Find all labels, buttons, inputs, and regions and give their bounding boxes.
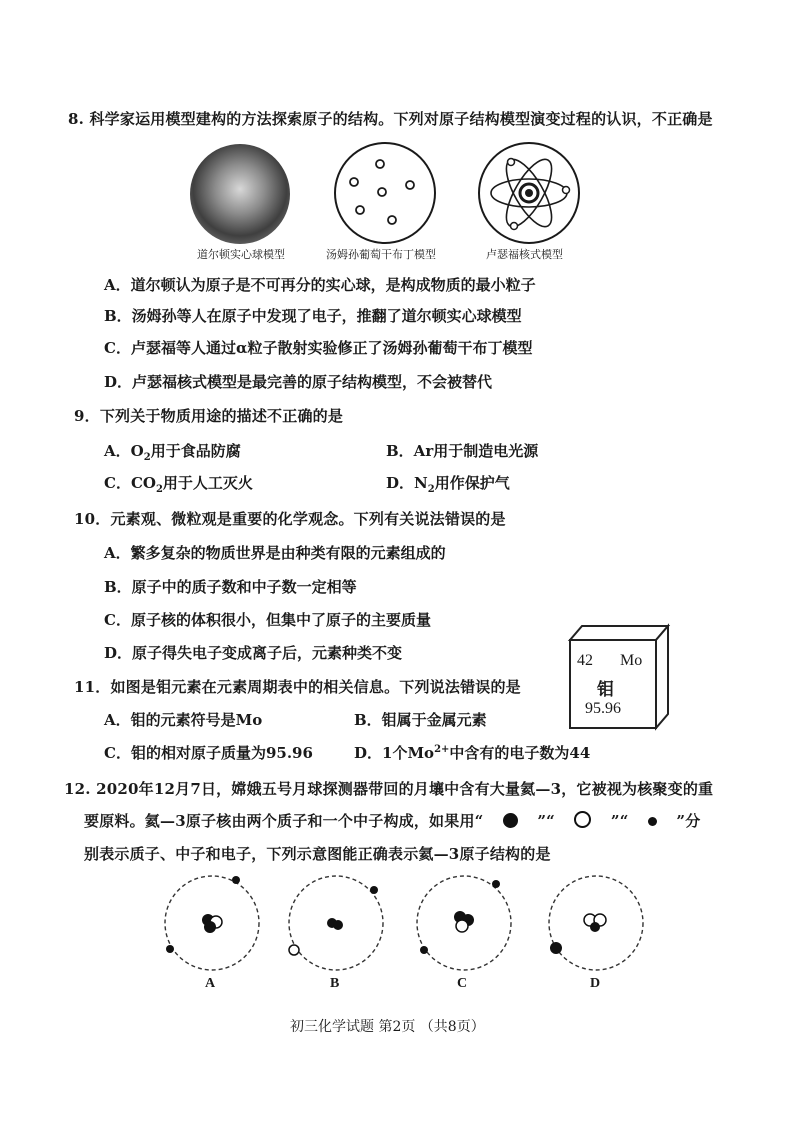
atom-diagram-a	[158, 872, 266, 974]
q8-option-c: C．卢瑟福等人通过α粒子散射实验修正了汤姆孙葡萄干布丁模型	[104, 339, 533, 357]
atom-diagram-d	[542, 872, 650, 974]
q11-option-b: B．钼属于金属元素	[354, 711, 487, 729]
q12-line1: 12. 2020年12月7日，嫦娥五号月球探测器带回的月壤中含有大量氦—3，它被视为核聚变的重	[64, 780, 714, 798]
element-symbol: Mo	[620, 652, 643, 669]
q9-stem: 9．下列关于物质用途的描述不正确的是	[74, 407, 344, 425]
q10-option-a: A．繁多复杂的物质世界是由种类有限的元素组成的	[104, 544, 446, 562]
q10-option-b: B．原子中的质子数和中子数一定相等	[104, 578, 357, 596]
dalton-model-image	[188, 142, 292, 246]
q9-option-d: D．$N_2$用作保护气	[386, 474, 510, 495]
neutron-symbol-icon	[574, 811, 591, 828]
atom-label-a: A	[205, 976, 216, 991]
q8-option-b: B．汤姆孙等人在原子中发现了电子，推翻了道尔顿实心球模型	[104, 307, 522, 325]
q11-stem: 11．如图是钼元素在元素周期表中的相关信息。下列说法错误的是	[74, 678, 521, 696]
q11-option-c: C．钼的相对原子质量为95.96	[104, 744, 313, 762]
rutherford-model-caption: 卢瑟福核式模型	[486, 248, 563, 261]
q8-stem: 8. 科学家运用模型建构的方法探索原子的结构。下列对原子结构模型演变过程的认识，不正确是	[68, 110, 713, 128]
q10-option-c: C．原子核的体积很小，但集中了原子的主要质量	[104, 611, 431, 629]
atom-diagram-c	[410, 872, 518, 974]
thomson-model-caption: 汤姆孙葡萄干布丁模型	[326, 248, 436, 261]
q9-option-b: B．Ar用于制造电光源	[386, 442, 539, 460]
element-name: 钼	[597, 680, 614, 700]
q9-option-c: C．$CO_2$用于人工灭火	[104, 474, 253, 495]
thomson-model-image	[332, 140, 438, 246]
element-atomic-number: 42	[577, 652, 593, 669]
q8-option-d: D．卢瑟福核式模型是最完善的原子结构模型，不会被替代	[104, 373, 493, 391]
q12-line2: 要原料。氦—3原子核由两个质子和一个中子构成，如果用“ ”“ ”“ ”分	[84, 812, 701, 830]
atom-label-d: D	[590, 976, 601, 991]
q9-option-a: A．$O_2$用于食品防腐	[104, 442, 241, 463]
q11-option-d: D．1个$Mo^{2+}$中含有的电子数为44	[354, 744, 591, 762]
q10-option-d: D．原子得失电子变成离子后，元素种类不变	[104, 644, 403, 662]
atom-diagram-b	[282, 872, 390, 974]
electron-symbol-icon	[648, 817, 657, 826]
page-footer: 初三化学试题 第2页 （共8页）	[290, 1019, 485, 1035]
q12-line3: 别表示质子、中子和电子，下列示意图能正确表示氦—3原子结构的是	[84, 845, 551, 863]
dalton-model-caption: 道尔顿实心球模型	[197, 248, 285, 261]
q11-option-a: A．钼的元素符号是Mo	[104, 711, 263, 729]
q10-stem: 10．元素观、微粒观是重要的化学观念。下列有关说法错误的是	[74, 510, 506, 528]
rutherford-model-image	[476, 140, 582, 246]
q8-option-a: A．道尔顿认为原子是不可再分的实心球，是构成物质的最小粒子	[104, 276, 536, 294]
atom-label-c: C	[457, 976, 468, 991]
proton-symbol-icon	[503, 813, 518, 828]
atom-label-b: B	[330, 976, 340, 991]
element-atomic-mass: 95.96	[585, 700, 621, 717]
